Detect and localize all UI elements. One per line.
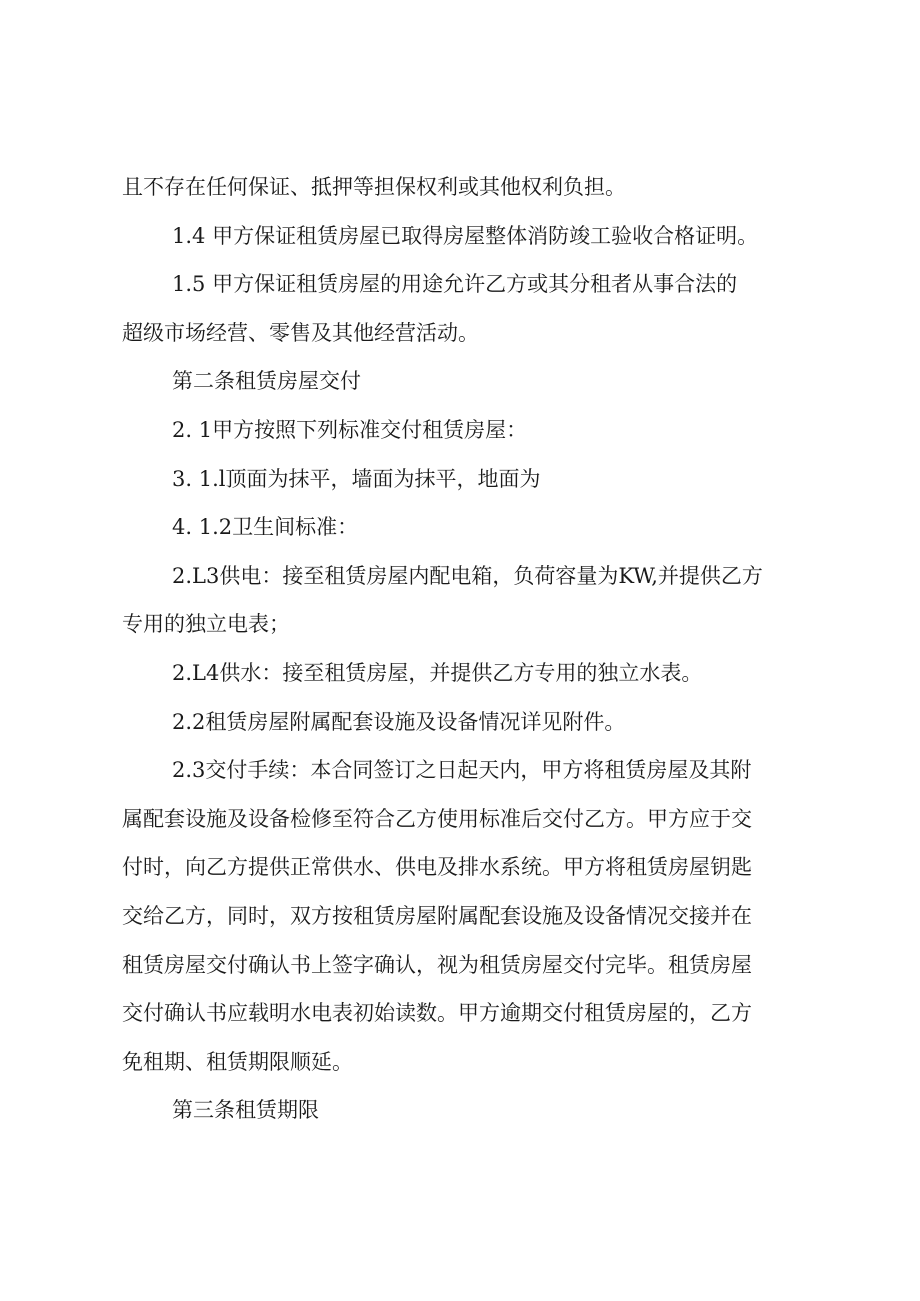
section-heading: 第三条租赁期限 <box>172 1098 319 1123</box>
text-line: 付时，向乙方提供正常供水、供电及排水系统。甲方将租赁房屋钥匙 <box>122 855 752 880</box>
text-line: 3. 1.l顶面为抹平，墙面为抹平，地面为 <box>172 466 541 491</box>
text-line: 2. 1甲方按照下列标准交付租赁房屋： <box>172 417 528 442</box>
text-line: 免租期、租赁期限顺延。 <box>122 1049 353 1074</box>
text-line: 交给乙方，同时，双方按租赁房屋附属配套设施及设备情况交接并在 <box>122 903 752 928</box>
text-line: 1.5 甲方保证租赁房屋的用途允许乙方或其分租者从事合法的 <box>172 272 738 297</box>
text-line: 2.2租赁房屋附属配套设施及设备情况详见附件。 <box>172 709 626 734</box>
section-heading: 第二条租赁房屋交付 <box>172 369 361 394</box>
text-line: 超级市场经营、零售及其他经营活动。 <box>122 320 479 345</box>
text-line: 且不存在任何保证、抵押等担保权利或其他权利负担。 <box>122 175 626 199</box>
text-line: 交付确认书应载明水电表初始读数。甲方逾期交付租赁房屋的，乙方 <box>122 1001 752 1026</box>
text-line: 2.L4供水：接至租赁房屋，并提供乙方专用的独立水表。 <box>172 660 703 685</box>
text-line: 2.L3供电：接至租赁房屋内配电箱，负荷容量为KW,并提供乙方 <box>172 563 763 588</box>
text-line: 1.4 甲方保证租赁房屋已取得房屋整体消防竣工验收合格证明。 <box>172 223 759 248</box>
text-line: 4. 1.2卫生间标准： <box>172 515 359 540</box>
text-line: 属配套设施及设备检修至符合乙方使用标准后交付乙方。甲方应于交 <box>122 806 752 831</box>
document-body <box>122 163 822 1135</box>
text-line: 2.3交付手续：本合同签订之日起天内，甲方将租赁房屋及其附 <box>172 758 752 783</box>
text-line: 专用的独立电表； <box>122 612 290 637</box>
text-line: 租赁房屋交付确认书上签字确认，视为租赁房屋交付完毕。租赁房屋 <box>122 952 752 977</box>
